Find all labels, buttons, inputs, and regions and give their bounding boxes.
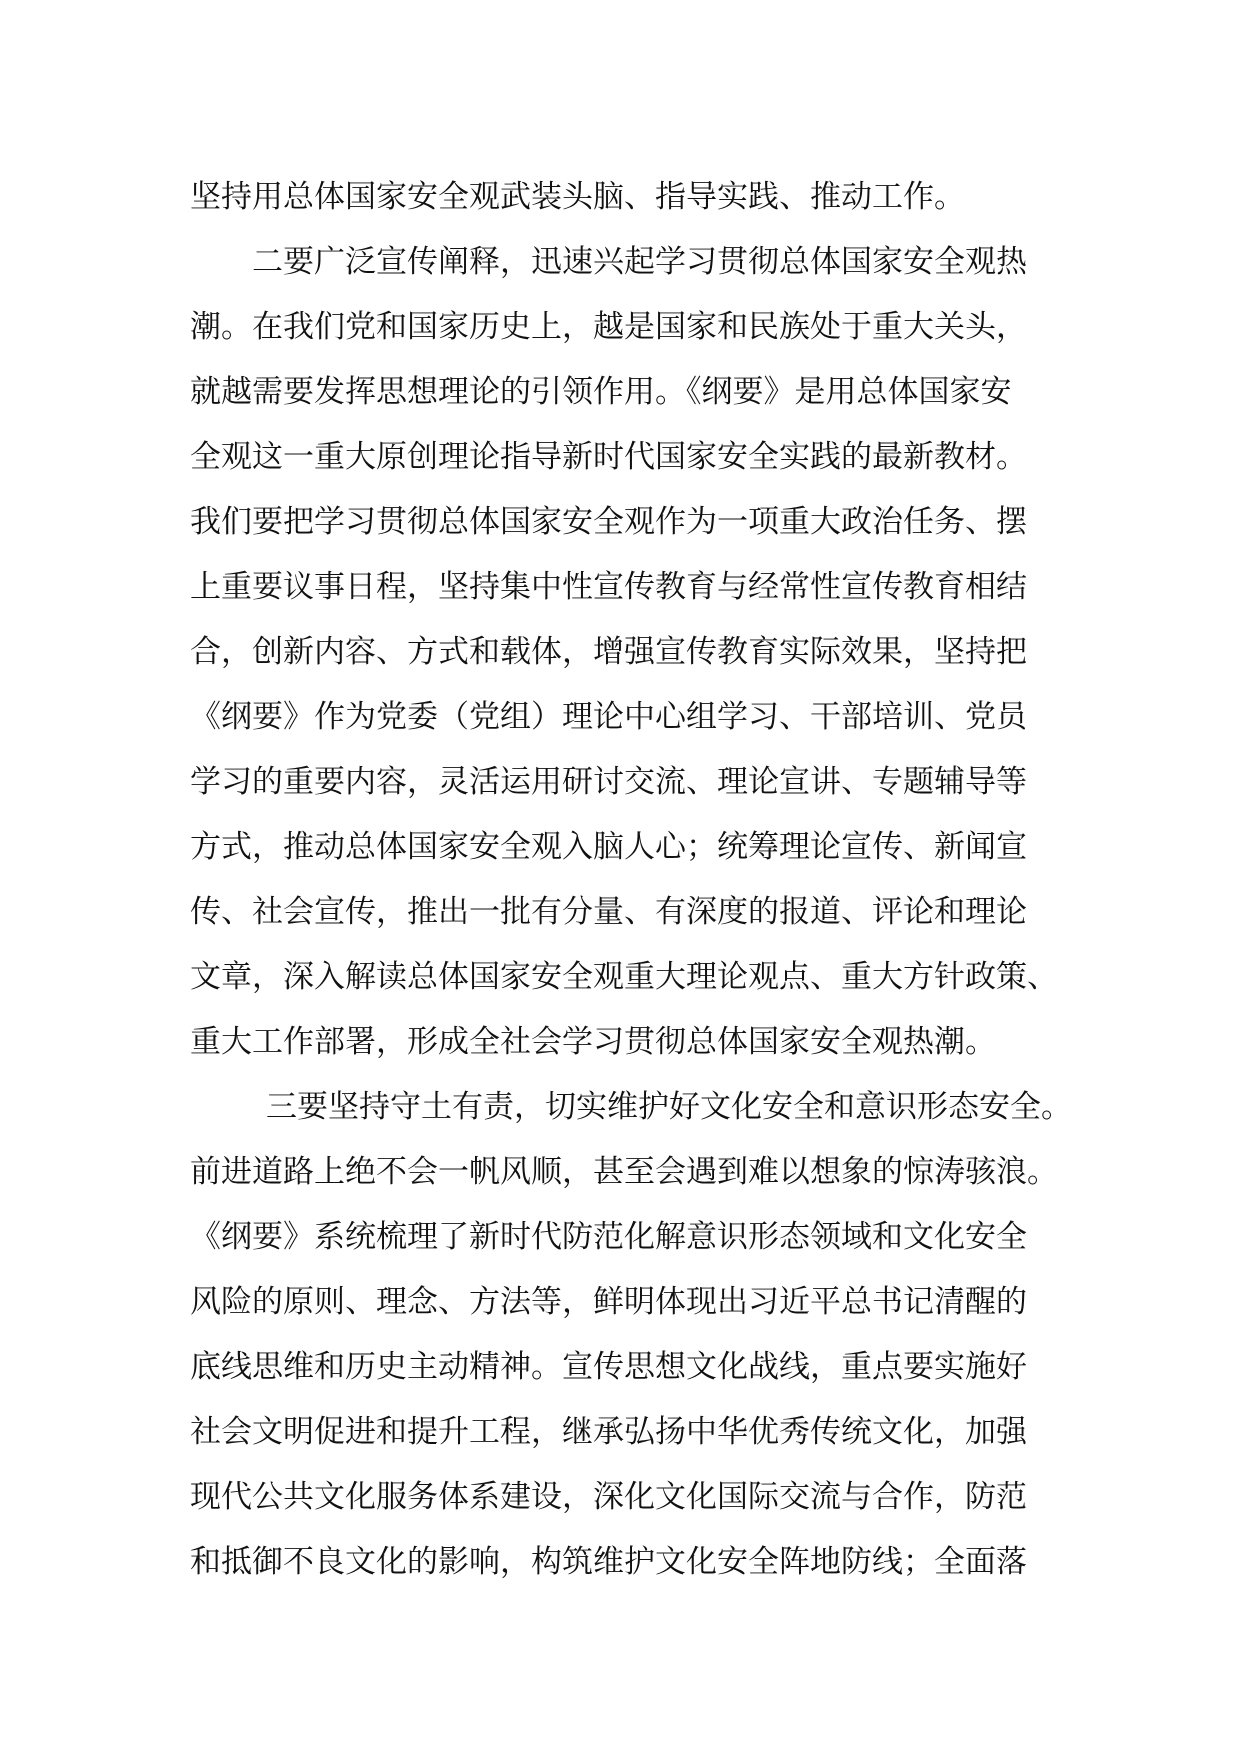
text-line: 学习的重要内容，灵活运用研讨交流、理论宣讲、专题辅导等 (190, 764, 1027, 800)
text-line: 文章，深入解读总体国家安全观重大理论观点、重大方针政策、 (190, 959, 1058, 995)
text-line: 坚持用总体国家安全观武装头脑、指导实践、推动工作。 (190, 179, 965, 215)
text-line: 前进道路上绝不会一帆风顺，甚至会遇到难以想象的惊涛骇浪。 (190, 1154, 1058, 1190)
text-line: 底线思维和历史主动精神。宣传思想文化战线，重点要实施好 (190, 1349, 1027, 1385)
text-line: 传、社会宣传，推出一批有分量、有深度的报道、评论和理论 (190, 894, 1027, 930)
text-line: 我们要把学习贯彻总体国家安全观作为一项重大政治任务、摆 (190, 504, 1027, 540)
text-line: 重大工作部署，形成全社会学习贯彻总体国家安全观热潮。 (190, 1024, 996, 1060)
text-line: 方式，推动总体国家安全观入脑人心；统筹理论宣传、新闻宣 (190, 829, 1027, 865)
text-line: 潮。在我们党和国家历史上，越是国家和民族处于重大关头， (190, 309, 1027, 345)
text-line: 《纲要》系统梳理了新时代防范化解意识形态领域和文化安全 (190, 1219, 1027, 1255)
text-line: 社会文明促进和提升工程，继承弘扬中华优秀传统文化，加强 (190, 1414, 1027, 1450)
text-line: 就越需要发挥思想理论的引领作用。《纲要》是用总体国家安 (190, 374, 1012, 410)
text-line: 现代公共文化服务体系建设，深化文化国际交流与合作，防范 (190, 1479, 1027, 1515)
paragraph-start-line: 三要坚持守土有责，切实维护好文化安全和意识形态安全。 (266, 1089, 1072, 1125)
text-line: 《纲要》作为党委（党组）理论中心组学习、干部培训、党员 (190, 699, 1027, 735)
paragraph-start-line: 二要广泛宣传阐释，迅速兴起学习贯彻总体国家安全观热 (252, 244, 1027, 280)
text-line: 风险的原则、理念、方法等，鲜明体现出习近平总书记清醒的 (190, 1284, 1027, 1320)
text-line: 和抵御不良文化的影响，构筑维护文化安全阵地防线；全面落 (190, 1544, 1027, 1580)
text-line: 合，创新内容、方式和载体，增强宣传教育实际效果，坚持把 (190, 634, 1027, 670)
document-body (190, 165, 1090, 1595)
text-line: 上重要议事日程，坚持集中性宣传教育与经常性宣传教育相结 (190, 569, 1027, 605)
text-line: 全观这一重大原创理论指导新时代国家安全实践的最新教材。 (190, 439, 1027, 475)
